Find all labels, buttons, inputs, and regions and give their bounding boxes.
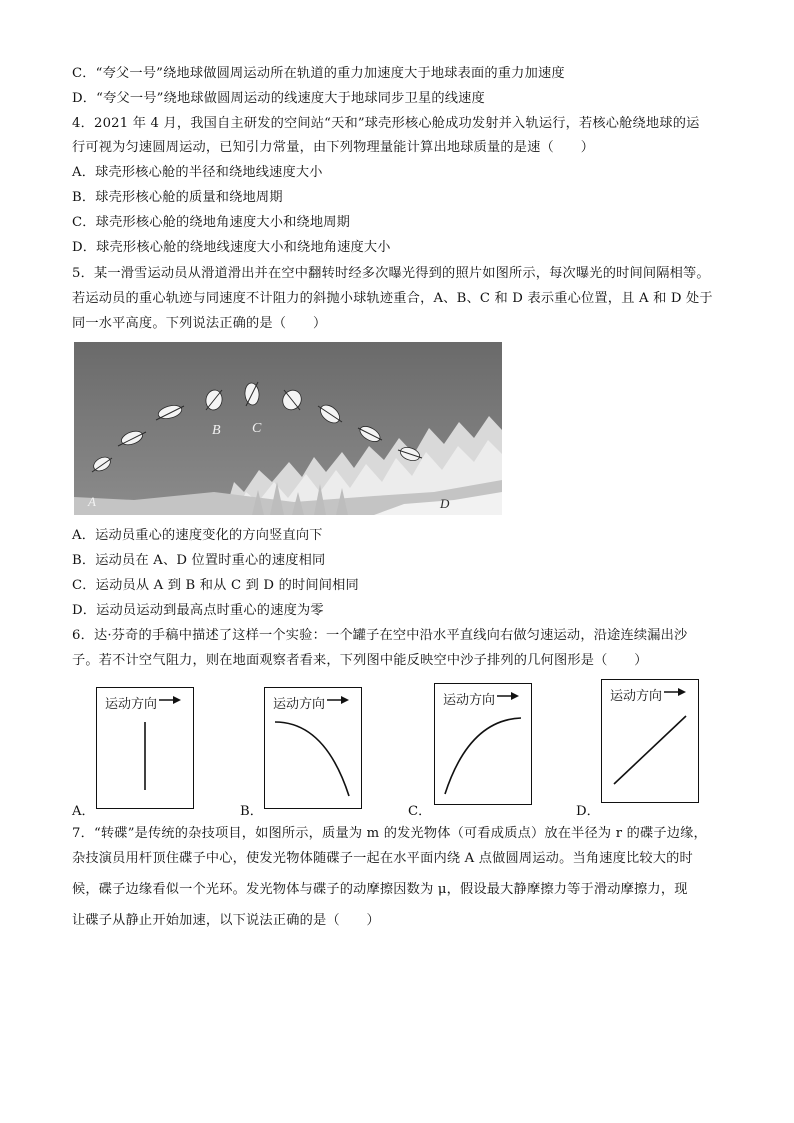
q6-figure-a <box>96 687 194 809</box>
q6-stem-line1: 6．达·芬奇的手稿中描述了这样一个实验：一个罐子在空中沿水平直线向右做匀速运动，沿途连续漏出沙 <box>72 628 688 643</box>
q4-option-a: A．球壳形核心舱的半径和绕地线速度大小 <box>72 165 323 180</box>
q6-figure-d-caption: 运动方向 <box>610 689 663 704</box>
q5-stem-line1: 5．某一滑雪运动员从滑道滑出并在空中翻转时经多次曝光得到的照片如图所示，每次曝光的时间间隔相等。 <box>72 266 710 281</box>
q4-option-d: D．球壳形核心舱的绕地线速度大小和绕地角速度大小 <box>72 240 391 255</box>
q4-option-b: B．球壳形核心舱的质量和绕地周期 <box>72 190 283 205</box>
q6-figure-b <box>264 687 362 809</box>
skier-photo <box>74 342 502 515</box>
q5-stem-line2: 若运动员的重心轨迹与同速度不计阻力的斜抛小球轨迹重合，A、B、C 和 D 表示重心位置，且 A 和 D 处于 <box>72 291 713 306</box>
q3-option-c: C．“夸父一号”绕地球做圆周运动所在轨道的重力加速度大于地球表面的重力加速度 <box>72 66 565 81</box>
q6-stem-line2: 子。若不计空气阻力，则在地面观察者看来，下列图中能反映空中沙子排列的几何图形是（ ） <box>72 653 648 668</box>
q6-figure-b-caption: 运动方向 <box>273 697 326 712</box>
q6-figure-c-letter: C． <box>408 804 432 819</box>
q6-figure-b-letter: B． <box>240 804 263 819</box>
q7-stem-line4: 让碟子从静止开始加速，以下说法正确的是（ ） <box>72 913 380 928</box>
q6-figure-d-drawing <box>602 680 698 802</box>
q7-stem-line3: 候，碟子边缘看似一个光环。发光物体与碟子的动摩擦因数为 μ，假设最大静摩擦力等于滑动摩擦力，现 <box>72 882 688 897</box>
q6-figure-a-letter: A． <box>72 804 95 819</box>
q6-figure-c <box>434 683 532 805</box>
q5-option-d: D．运动员运动到最高点时重心的速度为零 <box>72 603 324 618</box>
q4-stem-line1: 4．2021 年 4 月，我国自主研发的空间站“天和”球壳形核心舱成功发射并入轨运行，若核心舱绕地球的运 <box>72 116 700 131</box>
photo-label-d: D <box>440 496 450 511</box>
q6-figure-c-caption: 运动方向 <box>443 693 496 708</box>
photo-label-b: B <box>212 423 221 438</box>
q6-figure-c-drawing <box>435 684 531 804</box>
q5-option-c: C．运动员从 A 到 B 和从 C 到 D 的时间间相同 <box>72 578 359 593</box>
q6-figure-d-letter: D． <box>576 804 600 819</box>
photo-label-c: C <box>252 421 262 436</box>
q4-stem-line2: 行可视为匀速圆周运动，已知引力常量，由下列物理量能计算出地球质量的是速（ ） <box>72 140 595 155</box>
q5-option-a: A．运动员重心的速度变化的方向竖直向下 <box>72 528 323 543</box>
q6-figure-d <box>601 679 699 803</box>
q5-option-b: B．运动员在 A、D 位置时重心的速度相同 <box>72 553 326 568</box>
q4-option-c: C．球壳形核心舱的绕地角速度大小和绕地周期 <box>72 215 351 230</box>
q7-stem-line1: 7．“转碟”是传统的杂技项目，如图所示，质量为 m 的发光物体（可看成质点）放在半径为 r 的碟子边缘， <box>72 826 707 841</box>
q7-stem-line2: 杂技演员用杆顶住碟子中心，使发光物体随碟子一起在水平面内绕 A 点做圆周运动。当角速度比较大的时 <box>72 851 693 866</box>
q6-figure-a-drawing <box>97 688 193 808</box>
q3-option-d: D．“夸父一号”绕地球做圆周运动的线速度大于地球同步卫星的线速度 <box>72 91 485 106</box>
q5-stem-line3: 同一水平高度。下列说法正确的是（ ） <box>72 316 327 331</box>
q6-figure-a-caption: 运动方向 <box>105 697 158 712</box>
photo-label-a: A <box>88 494 96 509</box>
q6-figure-b-drawing <box>265 688 361 808</box>
